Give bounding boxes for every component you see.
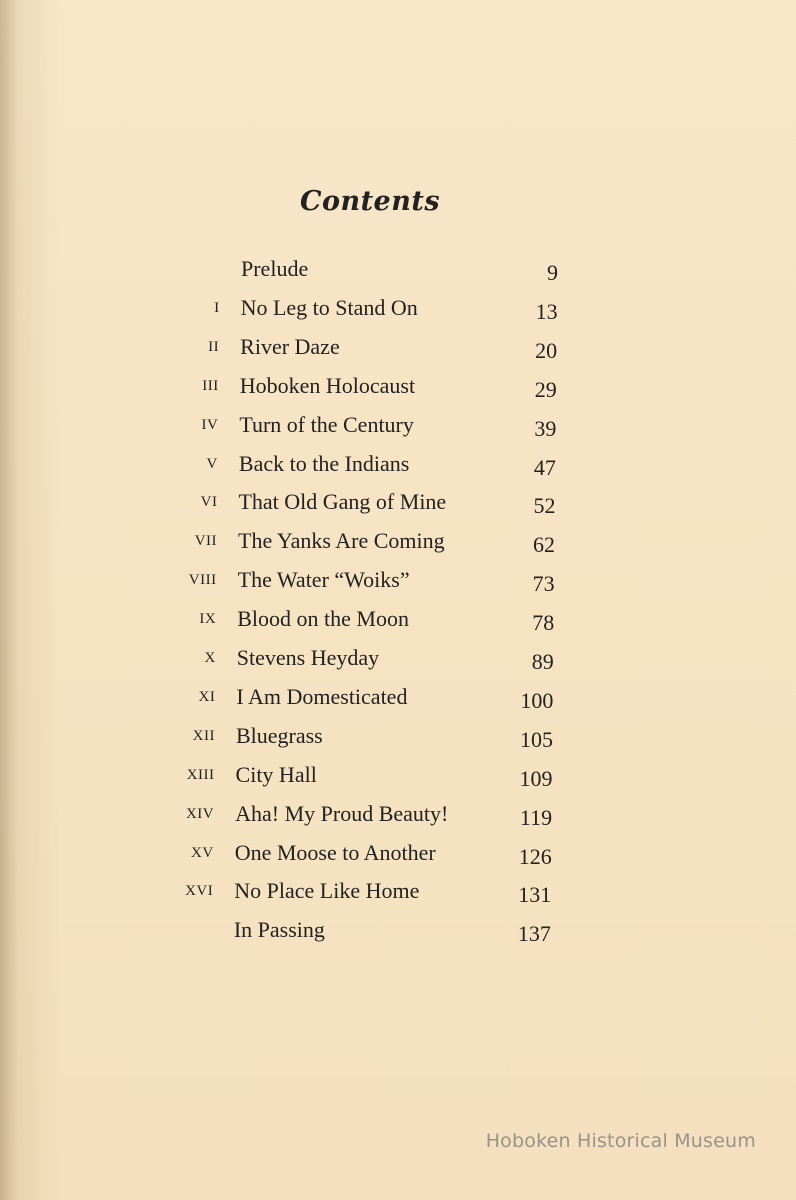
chapter-title: Hoboken Holocaust: [239, 372, 416, 398]
toc-entry-5: [0, 447, 796, 481]
chapter-title: Back to the Indians: [238, 450, 410, 476]
chapter-title: Prelude: [241, 256, 309, 281]
chapter-page: 52: [533, 493, 556, 519]
toc-entry-1: [0, 291, 796, 325]
toc-entry-4: [0, 408, 796, 442]
chapter-numeral: VIII: [188, 572, 217, 589]
chapter-title: Turn of the Century: [239, 411, 414, 437]
chapter-numeral: I: [214, 299, 220, 316]
chapter-title: The Water “Woiks”: [237, 567, 410, 593]
chapter-numeral: XIV: [185, 805, 215, 822]
chapter-numeral: X: [204, 650, 216, 666]
chapter-page: 137: [517, 921, 551, 947]
chapter-page: 13: [535, 298, 558, 324]
toc-entry-in-passing: [0, 913, 796, 947]
toc-entry-15: [0, 836, 796, 870]
chapter-title: In Passing: [233, 917, 325, 943]
chapter-page: 62: [533, 532, 556, 558]
chapter-numeral: XIII: [186, 766, 215, 783]
toc-entry-2: [0, 330, 796, 364]
chapter-title: Aha! My Proud Beauty!: [235, 800, 449, 826]
chapter-title: The Yanks Are Coming: [238, 528, 445, 554]
toc-entry-7: [0, 524, 796, 558]
chapter-title: Stevens Heyday: [236, 645, 380, 670]
chapter-title: Blood on the Moon: [237, 606, 409, 632]
toc-entry-8: [0, 563, 796, 597]
toc-entry-10: [0, 641, 796, 675]
chapter-page: 9: [547, 260, 558, 285]
chapter-numeral: XII: [192, 727, 215, 744]
chapter-numeral: VI: [200, 494, 218, 511]
chapter-title: No Leg to Stand On: [240, 294, 418, 320]
chapter-page: 78: [532, 610, 555, 636]
toc-entry-prelude: [0, 252, 796, 286]
chapter-numeral: II: [208, 338, 220, 355]
chapter-title: I Am Domesticated: [236, 683, 408, 709]
toc-entry-14: [0, 797, 796, 831]
chapter-page: 89: [531, 649, 554, 674]
chapter-title: City Hall: [235, 761, 317, 787]
chapter-numeral: XV: [191, 844, 214, 861]
chapter-numeral: VII: [194, 533, 218, 550]
chapter-numeral: III: [202, 377, 219, 394]
chapter-page: 20: [535, 337, 558, 363]
toc-entry-6: [0, 485, 796, 519]
chapter-page: 29: [534, 376, 557, 402]
chapter-title: River Daze: [240, 333, 340, 359]
watermark: Hoboken Historical Museum: [485, 1130, 756, 1152]
toc-entry-12: [0, 719, 796, 753]
chapter-page: 39: [534, 415, 557, 441]
chapter-title: No Place Like Home: [234, 878, 420, 904]
toc-entry-16: [0, 874, 796, 908]
chapter-page: 109: [519, 765, 553, 791]
chapter-page: 47: [533, 454, 556, 480]
chapter-page: 73: [532, 571, 555, 597]
chapter-page: 119: [519, 804, 553, 830]
toc-entry-13: [0, 758, 796, 792]
chapter-title: Bluegrass: [235, 722, 323, 748]
chapter-numeral: XVI: [185, 883, 214, 900]
toc-entry-3: [0, 369, 796, 403]
chapter-numeral: IX: [199, 611, 217, 628]
chapter-page: 100: [520, 687, 554, 713]
chapter-numeral: IV: [201, 416, 219, 433]
chapter-page: 105: [519, 726, 553, 752]
chapter-numeral: XI: [198, 688, 216, 705]
chapter-title: That Old Gang of Mine: [238, 489, 447, 515]
toc-entry-11: [0, 680, 796, 714]
contents-title: Contents: [299, 186, 441, 217]
toc-entry-9: [0, 602, 796, 636]
chapter-title: One Moose to Another: [234, 839, 436, 865]
chapter-page: 131: [518, 882, 552, 908]
chapter-numeral: V: [206, 455, 218, 472]
chapter-page: 126: [518, 843, 552, 869]
